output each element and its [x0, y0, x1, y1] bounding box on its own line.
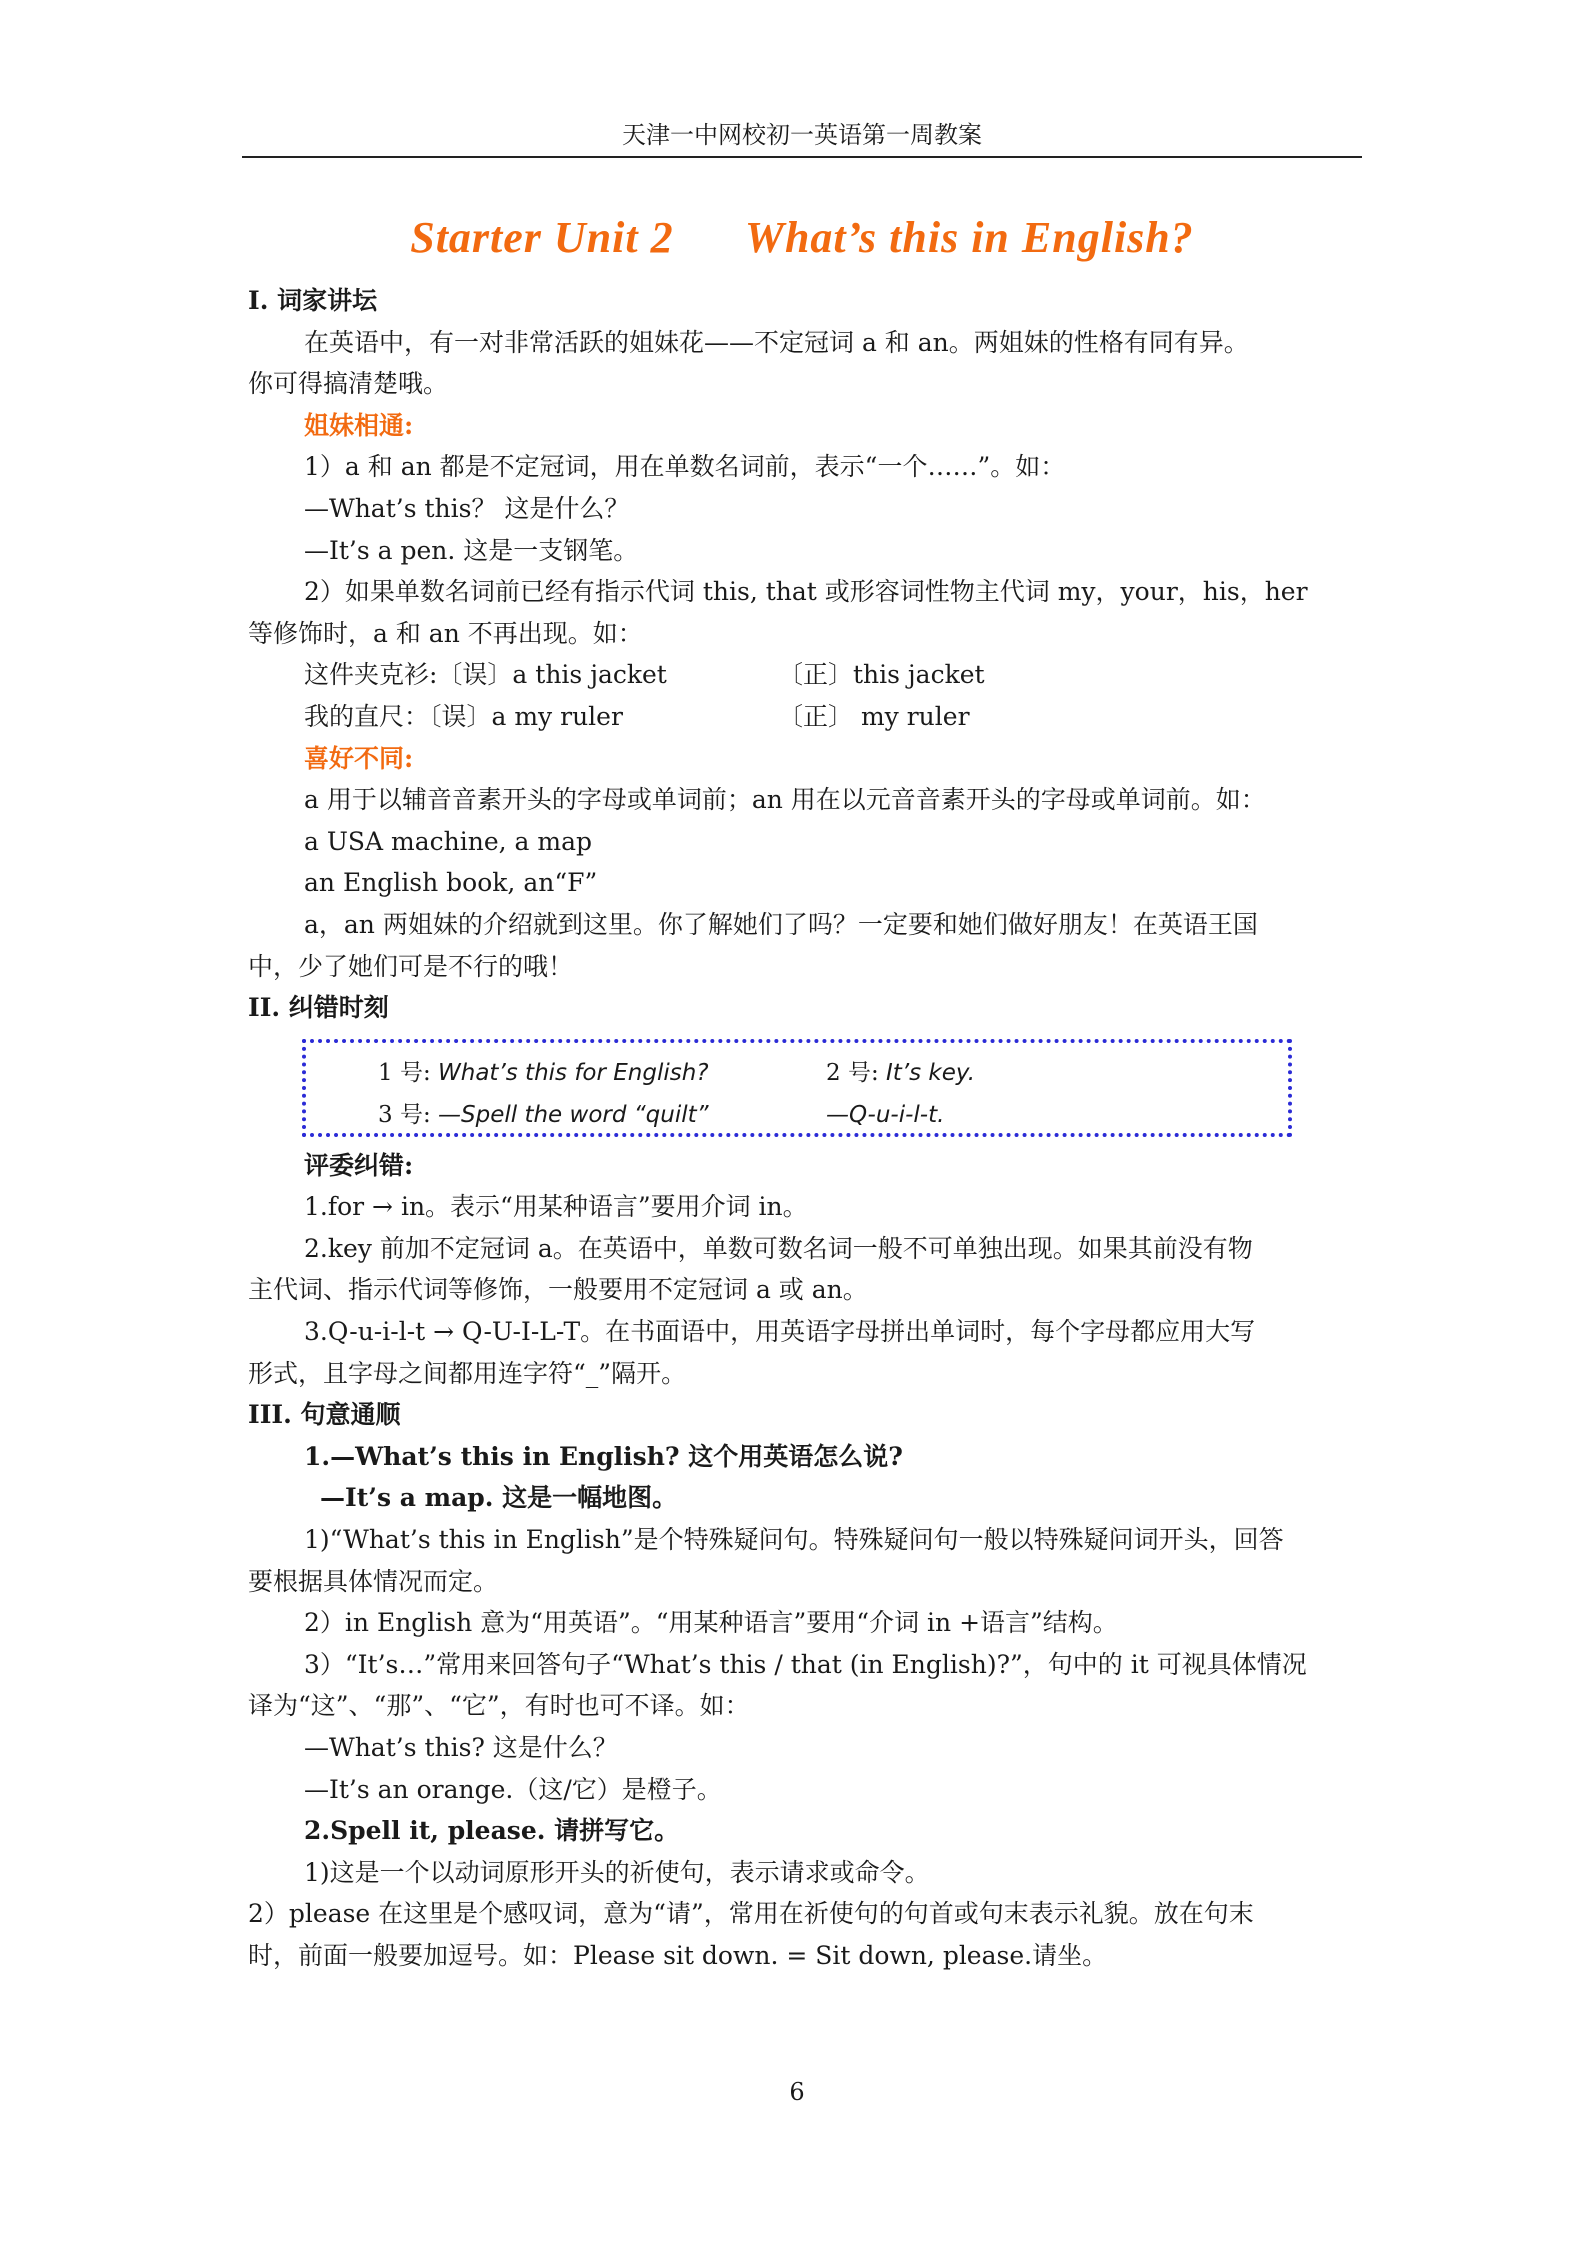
- paragraph: 1)这是一个以动词原形开头的祈使句，表示请求或命令。: [304, 1857, 930, 1887]
- example-line: —It’s a pen. 这是一支钢笔。: [304, 535, 639, 565]
- paragraph: 要根据具体情况而定。: [248, 1566, 499, 1596]
- unit-title: Starter Unit 2 What’s this in English?: [410, 213, 1194, 262]
- subheading-sisters-differ: 喜好不同:: [304, 743, 414, 773]
- paragraph: 3）“It’s…”常用来回答句子“What’s this / that (in English)?”，句中的 it 可视具体情况: [304, 1649, 1307, 1679]
- error-text: It’s key.: [886, 1059, 976, 1086]
- error-text: What’s this for English?: [438, 1059, 709, 1086]
- example-line: —What’s this？ 这是什么？: [304, 493, 630, 523]
- error-box: [302, 1039, 1292, 1137]
- example-wrong: 我的直尺：〔误〕a my ruler: [304, 701, 623, 731]
- correction-3-cont: 形式，且字母之间都用连字符“_”隔开。: [248, 1358, 687, 1388]
- section-heading-1: I. 词家讲坛: [248, 286, 378, 315]
- example-right: 〔正〕 my ruler: [778, 701, 970, 731]
- error-number: 1 号:: [378, 1059, 431, 1086]
- correction-2: 2.key 前加不定冠词 a。在英语中，单数可数名词一般不可单独出现。如果其前没有物: [304, 1233, 1253, 1263]
- correction-2-cont: 主代词、指示代词等修饰，一般要用不定冠词 a 或 an。: [248, 1275, 868, 1305]
- section-heading-2: II. 纠错时刻: [248, 993, 389, 1023]
- paragraph: 时，前面一般要加逗号。如：Please sit down. = Sit down, please.请坐。: [248, 1940, 1108, 1970]
- paragraph: 2）in English 意为“用英语”。“用某种语言”要用“介词 in +语言”结构。: [304, 1608, 1118, 1638]
- error-text: —Spell the word “quilt”: [438, 1101, 709, 1128]
- example-line: —It’s an orange.（这/它）是橙子。: [304, 1774, 722, 1804]
- error-line-2: [826, 1053, 975, 1095]
- subheading-sisters-common: 姐妹相通:: [304, 410, 414, 440]
- paragraph: 1）a 和 an 都是不定冠词，用在单数名词前，表示“一个……”。如：: [304, 452, 1066, 482]
- paragraph: 你可得搞清楚哦。: [248, 369, 449, 399]
- sentence-2: 2.Spell it, please. 请拼写它。: [304, 1816, 680, 1846]
- section-heading-3: III. 句意通顺: [248, 1400, 401, 1430]
- correction-1: 1.for → in。表示“用某种语言”要用介词 in。: [304, 1192, 808, 1222]
- paragraph: 2）如果单数名词前已经有指示代词 this, that 或形容词性物主代词 my，your，his，her: [304, 577, 1308, 607]
- error-line-1: [378, 1053, 709, 1095]
- paragraph: a 用于以辅音音素开头的字母或单词前；an 用在以元音音素开头的字母或单词前。如：: [304, 785, 1266, 815]
- judge-heading: 评委纠错:: [304, 1150, 414, 1180]
- example-row: [248, 654, 1362, 696]
- paragraph: 译为“这”、“那”、“它”，有时也可不译。如：: [248, 1691, 750, 1721]
- example-row: [248, 696, 1362, 738]
- example-line: —What’s this? 这是什么？: [304, 1733, 618, 1762]
- paragraph: 中，少了她们可是不行的哦！: [248, 951, 574, 981]
- error-line-3: [378, 1095, 709, 1137]
- example-line: an English book, an“F”: [304, 868, 598, 898]
- correction-3: 3.Q-u-i-l-t → Q-U-I-L-T。在书面语中，用英语字母拼出单词时，每个字母都应用大写: [304, 1317, 1256, 1347]
- sentence-1-answer: —It’s a map. 这是一幅地图。: [320, 1483, 678, 1513]
- sentence-1: 1.—What’s this in English? 这个用英语怎么说?: [304, 1441, 903, 1471]
- paragraph: a，an 两姐妹的介绍就到这里。你了解她们了吗？一定要和她们做好朋友！在英语王国: [304, 909, 1258, 939]
- page-header: 天津一中网校初一英语第一周教案: [242, 118, 1362, 158]
- error-line-3-answer: [826, 1095, 944, 1137]
- paragraph: 在英语中，有一对非常活跃的姐妹花——不定冠词 a 和 an。两姐妹的性格有同有异。: [304, 327, 1249, 357]
- error-text: —Q-u-i-l-t.: [826, 1101, 945, 1128]
- example-right: 〔正〕this jacket: [778, 660, 985, 690]
- paragraph: 2）please 在这里是个感叹词，意为“请”，常用在祈使句的句首或句末表示礼貌。放在句末: [248, 1899, 1254, 1929]
- example-wrong: 这件夹克衫:〔误〕a this jacket: [304, 660, 667, 690]
- example-line: a USA machine, a map: [304, 826, 593, 856]
- error-number: 2 号:: [826, 1059, 879, 1086]
- document-body: [248, 280, 1362, 1977]
- page-number: 6: [789, 2078, 805, 2106]
- paragraph: 1)“What’s this in English”是个特殊疑问句。特殊疑问句一般以特殊疑问词开头，回答: [304, 1525, 1284, 1555]
- error-number: 3 号:: [378, 1101, 431, 1128]
- paragraph: 等修饰时，a 和 an 不再出现。如：: [248, 618, 643, 648]
